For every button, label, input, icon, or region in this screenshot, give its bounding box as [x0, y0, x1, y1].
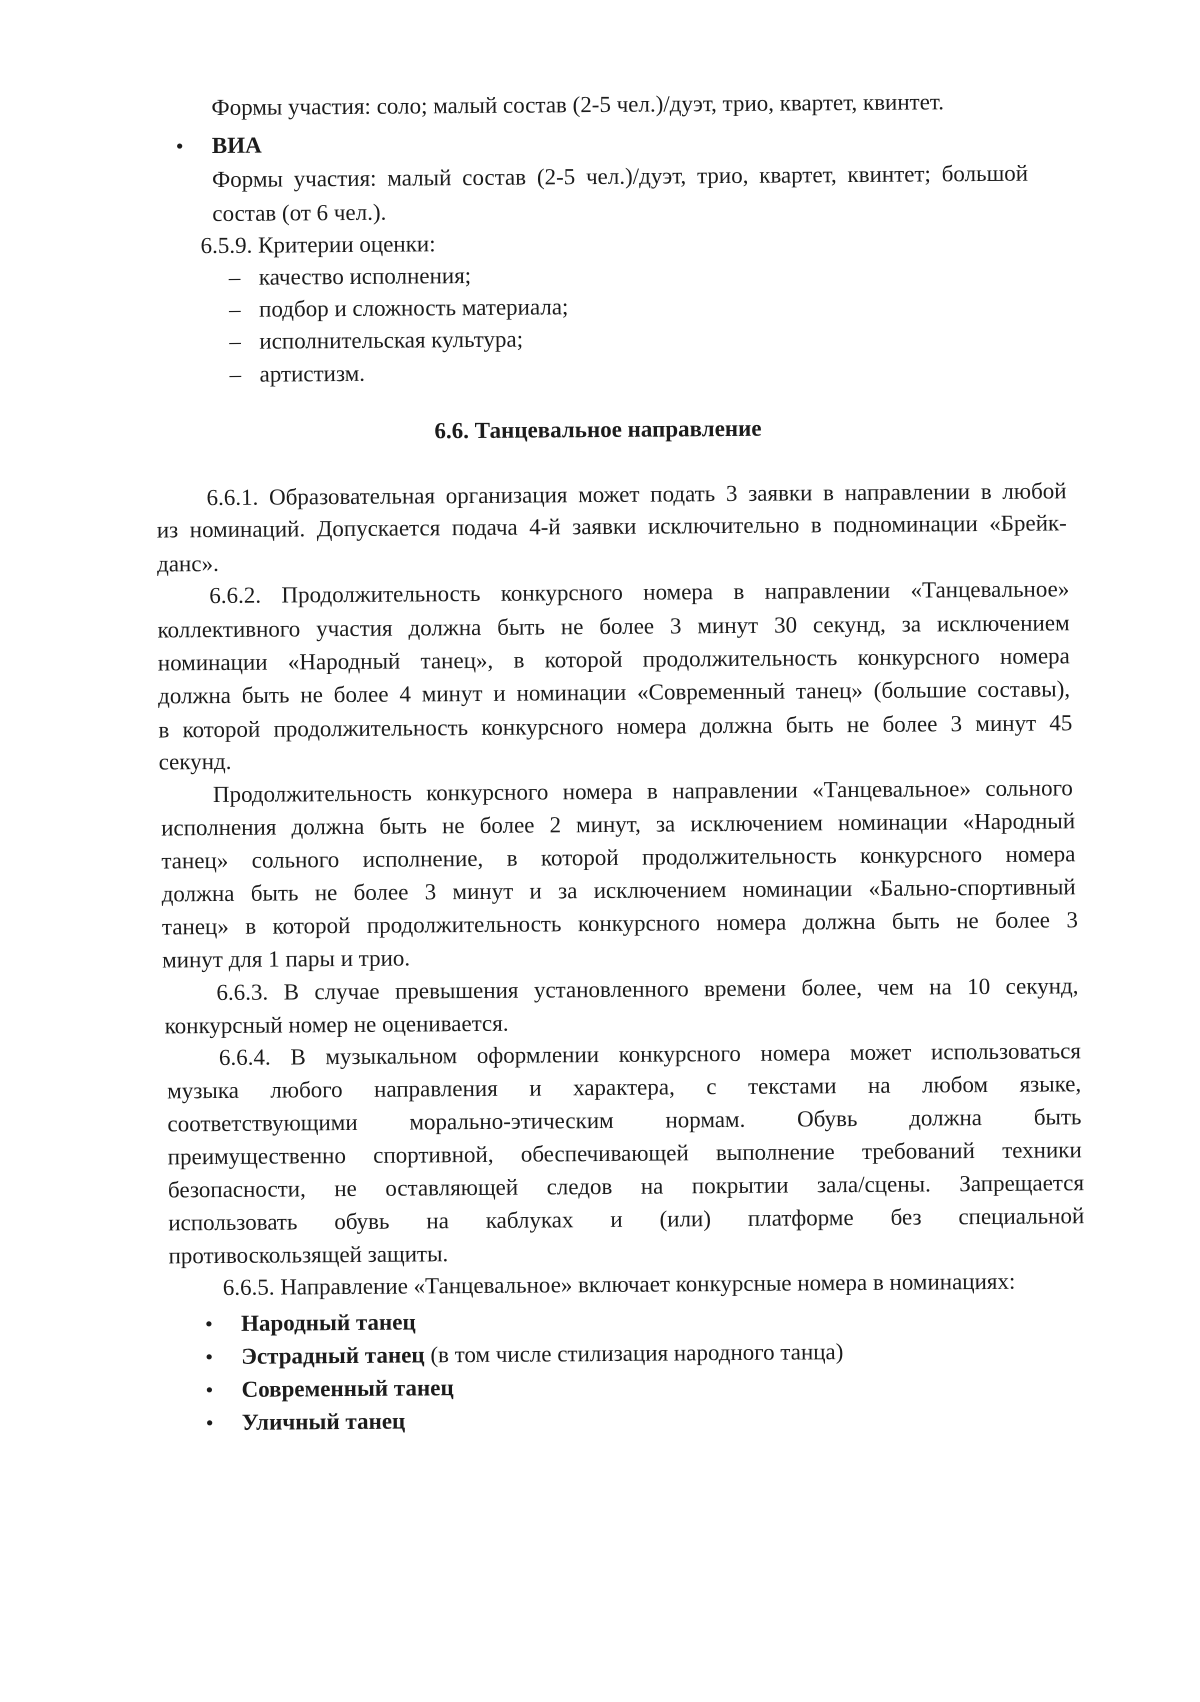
forms-solo-text: Формы участия: соло; малый состав (2-5 чел.)/дуэт, трио, квартет, квинтет. — [211, 89, 945, 121]
dash-marker: – — [229, 361, 242, 387]
p662-line-4: должна быть не более 4 минут и номинации «Современный танец» (большие составы), — [158, 676, 1071, 709]
p662b-line-3: танец» сольного исполнение, в которой продолжительность конкурсного номера — [161, 841, 1076, 874]
p662b-line-1: Продолжительность конкурсного номера в направлении «Танцевальное» сольного — [212, 775, 1073, 808]
criteria-item: артистизм. — [259, 360, 366, 387]
nomination-item: Уличный танец — [241, 1408, 406, 1435]
bullet-dot-icon: • — [204, 1311, 213, 1337]
bullet-dot-icon: • — [175, 133, 184, 159]
bullet-dot-icon: • — [205, 1344, 214, 1370]
nomination-item: Современный танец — [241, 1375, 454, 1402]
p662-line-2: коллективного участия должна быть не более 3 минут 30 секунд, за исключением — [157, 610, 1070, 643]
p662-line-6: секунд. — [158, 748, 232, 775]
p665-line-1: 6.6.5. Направление «Танцевальное» включает конкурсные номера в номинациях: — [222, 1268, 1016, 1300]
section-title: 6.6. Танцевальное направление — [434, 415, 762, 444]
bullet-dot-icon: • — [205, 1410, 214, 1436]
nomination-item: Эстрадный танец (в том числе стилизация народного танца) — [241, 1339, 844, 1369]
p664-line-2: музыка любого направления и характера, с текстами на любом языке, — [167, 1071, 1082, 1104]
p662b-line-5: танец» в которой продолжительность конкурсного номера должна быть не более 3 — [161, 907, 1079, 940]
via-title: ВИА — [211, 132, 262, 159]
criteria-item: качество исполнения; — [258, 263, 472, 290]
p664-line-7: противоскользящей защиты. — [168, 1241, 449, 1269]
p664-line-5: безопасности, не оставляющей следов на покрытии зала/сцены. Запрещается — [167, 1170, 1085, 1203]
p664-line-6: использовать обувь на каблуках и (или) платформе без специальной — [168, 1203, 1085, 1236]
nomination-item: Народный танец — [240, 1309, 416, 1336]
via-forms-line-1: Формы участия: малый состав (2-5 чел.)/дуэт, трио, квартет, квинтет; большой — [211, 160, 1029, 193]
p663-line-2: конкурсный номер не оценивается. — [164, 1010, 509, 1039]
criteria-heading: 6.5.9. Критерии оценки: — [200, 231, 436, 259]
criteria-item: подбор и сложность материала; — [258, 294, 569, 322]
dash-marker: – — [229, 328, 241, 354]
p663-line-1: 6.6.3. В случае превышения установленного времени более, чем на 10 секунд, — [216, 973, 1079, 1006]
p664-line-1: 6.6.4. В музыкальном оформлении конкурсного номера может использоваться — [218, 1038, 1082, 1071]
p662-line-3: номинации «Народный танец», в которой продолжительность конкурсного номера — [157, 643, 1070, 676]
p664-line-4: преимущественно спортивной, обеспечивающей выполнение требований техники — [167, 1137, 1082, 1170]
criteria-item: исполнительская культура; — [259, 326, 524, 354]
p661-line-3: данс». — [156, 550, 219, 577]
dash-marker: – — [228, 296, 241, 322]
p661-line-2: из номинаций. Допускается подача 4-й заявки исключительно в подноминации «Брейк- — [156, 510, 1067, 543]
dash-marker: – — [228, 264, 241, 290]
p662-line-5: в которой продолжительность конкурсного номера должна быть не более 3 минут 45 — [158, 710, 1073, 743]
p662b-line-2: исполнения должна быть не более 2 минут, за исключением номинации «Народный — [161, 808, 1076, 841]
bullet-dot-icon: • — [205, 1377, 214, 1403]
via-forms-line-2: состав (от 6 чел.). — [212, 199, 387, 227]
p664-line-3: соответствующими морально-этическим нормам. Обувь должна быть — [167, 1104, 1082, 1137]
p661-line-1: 6.6.1. Образовательная организация может подать 3 заявки в направлении в любой — [206, 478, 1067, 511]
p662-line-1: 6.6.2. Продолжительность конкурсного номера в направлении «Танцевальное» — [209, 576, 1070, 609]
p662b-line-6: минут для 1 пары и трио. — [162, 945, 411, 973]
p662b-line-4: должна быть не более 3 минут и за исключением номинации «Бально-спортивный — [161, 874, 1076, 907]
